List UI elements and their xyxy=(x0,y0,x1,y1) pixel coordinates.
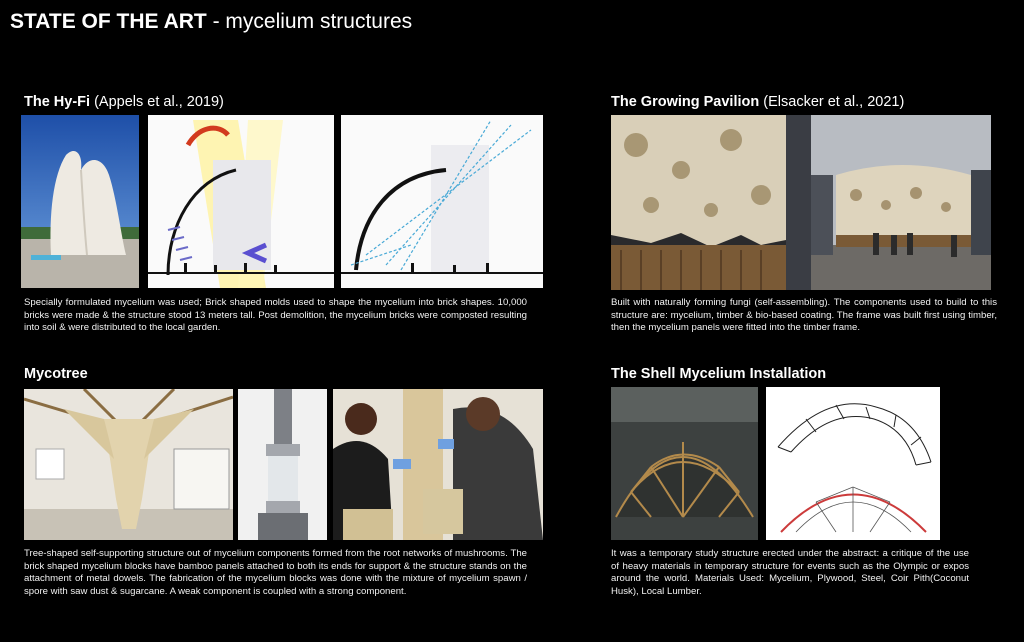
section-title-growing-pavilion xyxy=(611,94,904,110)
section-description-mycotree: Tree-shaped self-supporting structure out of mycelium components formed from the root networks of mushrooms. The brick shaped mycelium blocks have bamboo panels attached to both its ends for support & the structure stands on the attachment of metal dowels. The fabrication of the mycelium blocks was done with the mixture of mycelium spawn / spore with saw dust & sugarcane. A weak component is coupled with a strong component. xyxy=(24,548,527,597)
page-title xyxy=(10,10,412,34)
mycotree-compression-test-photo xyxy=(238,389,327,540)
section-description-growing-pavilion: Built with naturally forming fungi (self-assembling). The components used to build to this structure are: mycelium, timber & bio-based coating. The frame was built first using timber, then the mycelium panels were fitted into the timber frame. xyxy=(611,297,997,334)
mycotree-exhibition-photo xyxy=(24,389,233,540)
growing-pavilion-street-photo xyxy=(811,115,991,290)
shell-mycelium-dome-photo xyxy=(611,387,758,540)
section-name: The Shell Mycelium Installation xyxy=(611,366,827,382)
section-title-shell-mycelium xyxy=(611,366,826,382)
growing-pavilion-closeup-photo xyxy=(611,115,811,290)
section-name: The Growing Pavilion xyxy=(611,94,760,110)
section-name: The Hy-Fi xyxy=(24,94,91,110)
page-title-bold: STATE OF THE ART xyxy=(10,10,207,33)
hyfi-airflow-diagram xyxy=(148,115,334,288)
page-title-rest: - mycelium structures xyxy=(206,10,413,33)
mycotree-assembly-photo xyxy=(333,389,543,540)
section-citation: (Appels et al., 2019) xyxy=(90,94,224,110)
section-citation: (Elsacker et al., 2021) xyxy=(759,94,905,110)
shell-mycelium-structure-diagram xyxy=(766,387,940,540)
hyfi-light-diagram xyxy=(341,115,543,288)
section-name: Mycotree xyxy=(24,366,88,382)
section-title-mycotree xyxy=(24,366,88,382)
hyfi-tower-photo xyxy=(21,115,139,288)
section-title-hyfi xyxy=(24,94,224,110)
section-description-shell-mycelium: It was a temporary study structure erected under the abstract: a critique of the use of heavy materials in temporary structure for events such as the Olympic or expos around the world. Materials Used: Mycelium, Plywood, Steel, Coir Pith(Coconut Husk), Local Lumber. xyxy=(611,548,969,597)
section-description-hyfi: Specially formulated mycelium was used; Brick shaped molds used to shape the mycelium into brick shapes. 10,000 bricks were made & the structure stood 13 meters tall. Post demolition, the mycelium bricks were composted resulting into soil & were distributed to the local garden. xyxy=(24,297,527,334)
